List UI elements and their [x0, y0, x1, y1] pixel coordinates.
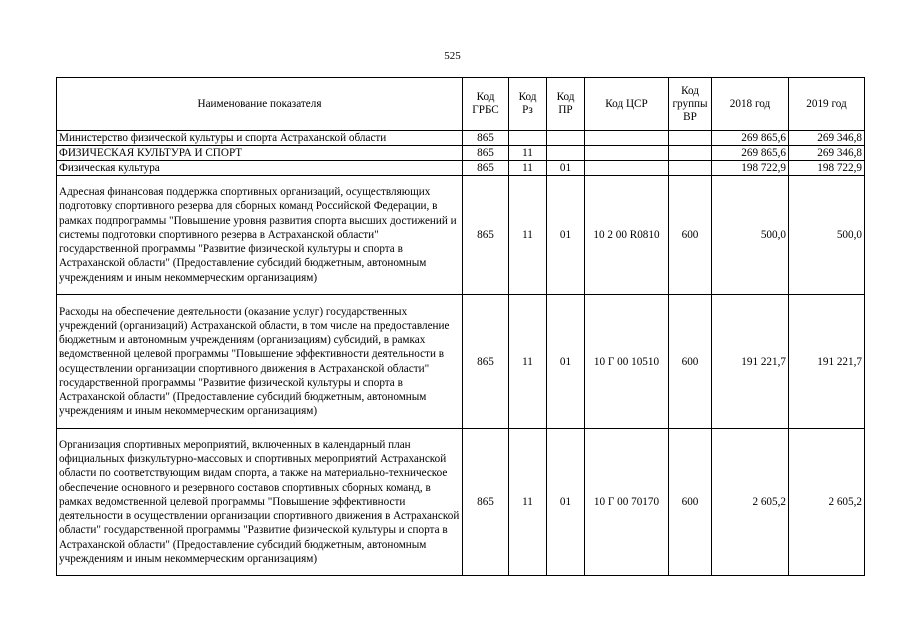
row-2019: 269 346,8	[789, 146, 865, 161]
row-grbs: 865	[463, 429, 509, 576]
table-row	[57, 161, 865, 176]
header-pr: Код ПР	[547, 78, 585, 131]
header-csr: Код ЦСР	[585, 78, 669, 131]
row-pr: 01	[547, 161, 585, 176]
table-row	[57, 295, 865, 429]
budget-table	[56, 77, 865, 576]
row-pr: 01	[547, 295, 585, 429]
row-grbs: 865	[463, 146, 509, 161]
header-name: Наименование показателя	[57, 78, 463, 131]
row-pr	[547, 146, 585, 161]
row-vr	[669, 161, 712, 176]
row-csr	[585, 161, 669, 176]
table-row	[57, 176, 865, 295]
row-2019: 500,0	[789, 176, 865, 295]
page-number: 525	[444, 50, 461, 62]
row-2018: 500,0	[712, 176, 789, 295]
table-row	[57, 131, 865, 146]
row-vr	[669, 146, 712, 161]
row-name: Расходы на обеспечение деятельности (оказание услуг) государственных учреждений (организаций) Астраханской области, в том числе на предоставление бюджетным и автономным учреждениям (организациям) субсидий, в рамках ведомственной целевой программы "Повышение эффективности деятельности в осуществлении организации спортивного движения в Астраханской области" государственной программы "Развитие физической культуры и спорта в Астраханской области" (Предоставление субсидий бюджетным, автономным учреждениям и иным некоммерческим организациям)	[57, 295, 463, 429]
row-pr	[547, 131, 585, 146]
row-name: Министерство физической культуры и спорта Астраханской области	[57, 131, 463, 146]
header-rz: Код Рз	[509, 78, 547, 131]
row-grbs: 865	[463, 176, 509, 295]
header-vr: Код группы ВР	[669, 78, 712, 131]
row-2019: 191 221,7	[789, 295, 865, 429]
table-row	[57, 429, 865, 576]
row-2018: 191 221,7	[712, 295, 789, 429]
row-csr: 10 2 00 R0810	[585, 176, 669, 295]
row-2018: 269 865,6	[712, 131, 789, 146]
row-grbs: 865	[463, 131, 509, 146]
row-2018: 2 605,2	[712, 429, 789, 576]
row-rz: 11	[509, 429, 547, 576]
header-grbs: Код ГРБС	[463, 78, 509, 131]
row-csr: 10 Г 00 70170	[585, 429, 669, 576]
table-header-row	[57, 78, 865, 131]
row-rz: 11	[509, 161, 547, 176]
row-rz: 11	[509, 146, 547, 161]
row-rz: 11	[509, 295, 547, 429]
row-2019: 2 605,2	[789, 429, 865, 576]
row-name: Адресная финансовая поддержка спортивных организаций, осуществляющих подготовку спортивного резерва для сборных команд Российской Федерации, в рамках подпрограммы "Повышение уровня развития спорта высших достижений и системы подготовки спортивного резерва в Астраханской области" государственной программы "Развитие физической культуры и спорта в Астраханской области" (Предоставление субсидий бюджетным, автономным учреждениям и иным некоммерческим организациям)	[57, 176, 463, 295]
row-vr: 600	[669, 176, 712, 295]
row-2018: 269 865,6	[712, 146, 789, 161]
row-2018: 198 722,9	[712, 161, 789, 176]
row-2019: 269 346,8	[789, 131, 865, 146]
header-2019: 2019 год	[789, 78, 865, 131]
row-csr	[585, 146, 669, 161]
row-2019: 198 722,9	[789, 161, 865, 176]
row-csr: 10 Г 00 10510	[585, 295, 669, 429]
row-name: ФИЗИЧЕСКАЯ КУЛЬТУРА И СПОРТ	[57, 146, 463, 161]
row-grbs: 865	[463, 161, 509, 176]
row-csr	[585, 131, 669, 146]
row-vr: 600	[669, 429, 712, 576]
row-vr	[669, 131, 712, 146]
row-pr: 01	[547, 176, 585, 295]
header-2018: 2018 год	[712, 78, 789, 131]
row-name: Физическая культура	[57, 161, 463, 176]
table-row	[57, 146, 865, 161]
row-pr: 01	[547, 429, 585, 576]
row-vr: 600	[669, 295, 712, 429]
row-rz	[509, 131, 547, 146]
row-grbs: 865	[463, 295, 509, 429]
row-rz: 11	[509, 176, 547, 295]
row-name: Организация спортивных мероприятий, включенных в календарный план официальных физкультурно-массовых и спортивных мероприятий Астраханской области по соответствующим видам спорта, а также на материально-техническое обеспечение основного и резервного составов спортивных сборных команд, в рамках ведомственной целевой программы "Повышение эффективности деятельности в осуществлении организации спортивного движения в Астраханской области" государственной программы "Развитие физической культуры и спорта в Астраханской области" (Предоставление субсидий бюджетным, автономным учреждениям и иным некоммерческим организациям)	[57, 429, 463, 576]
